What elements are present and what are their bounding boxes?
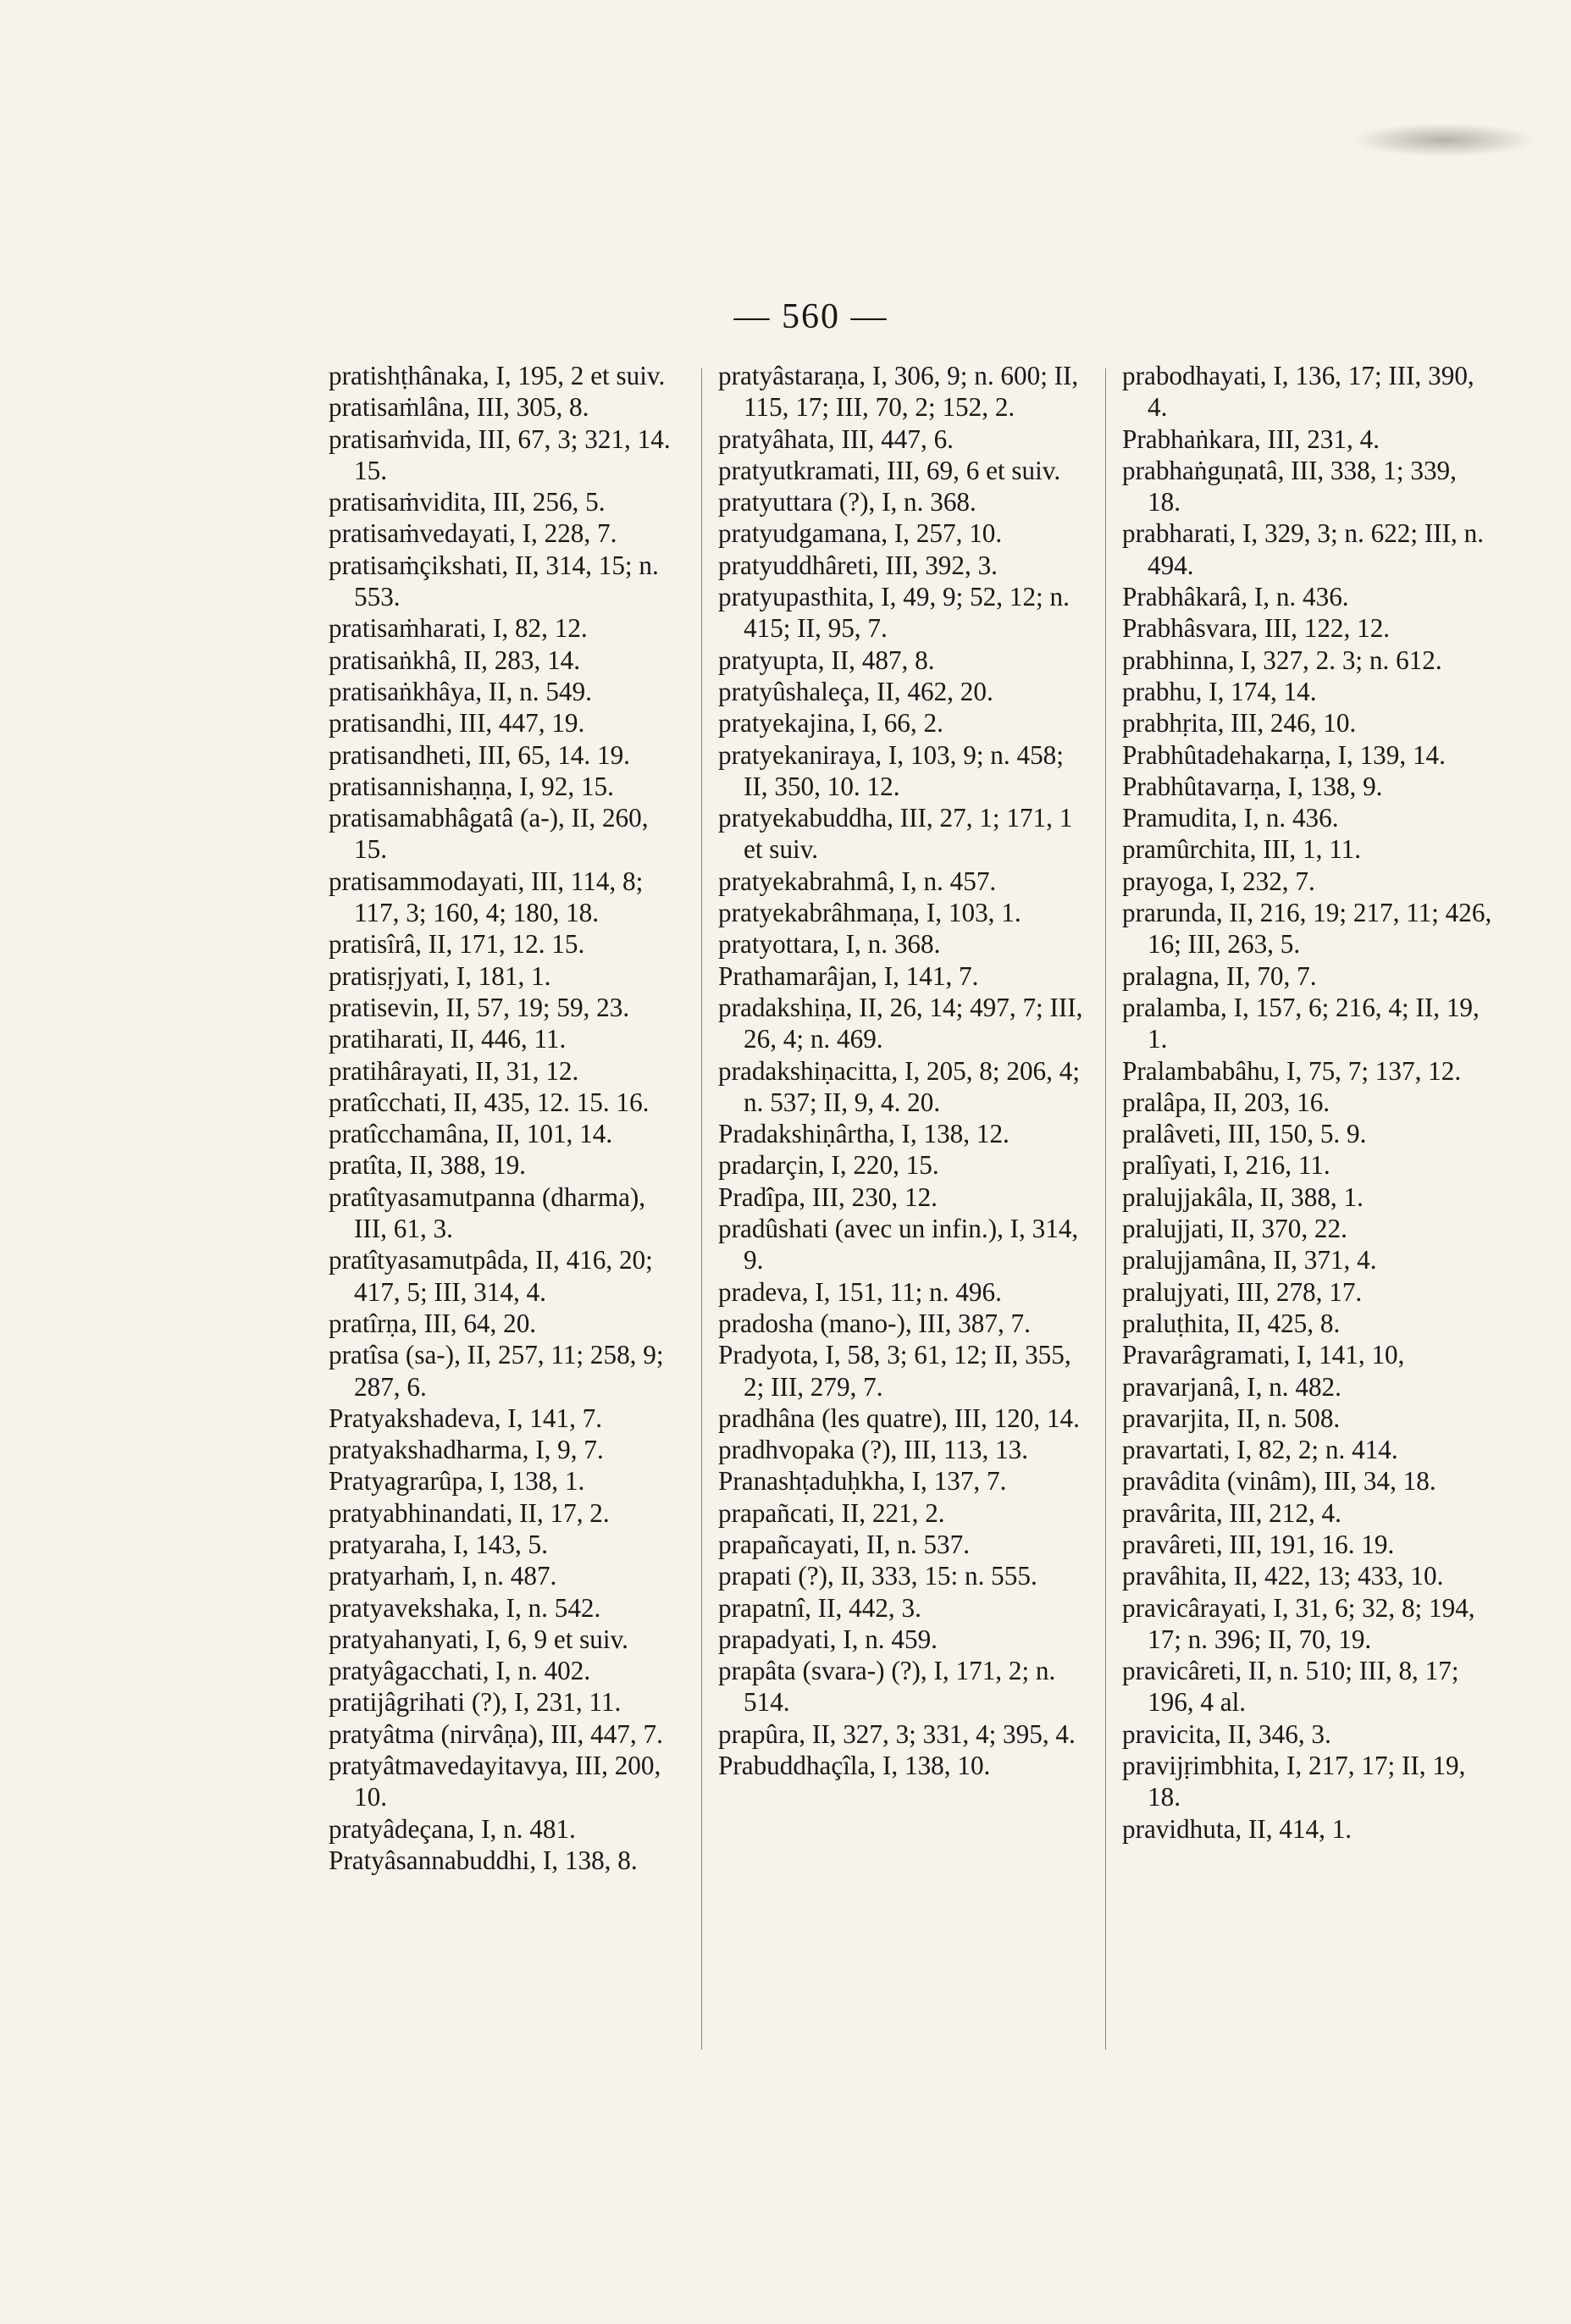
index-entry: pravarjanâ, I, n. 482. (1122, 1371, 1341, 1402)
index-entry: pratisaṁvedayati, I, 228, 7. (329, 518, 617, 549)
index-entry: pratîcchamâna, II, 101, 14. (329, 1119, 613, 1149)
index-entry: pradeva, I, 151, 11; n. 496. (718, 1276, 1002, 1307)
index-entry: pratisamabhâgatâ (a-), II, 260, 15. (329, 803, 649, 865)
index-entry: pratyekabrâhmaṇa, I, 103, 1. (718, 898, 1021, 928)
index-entry: pratyuddhâreti, III, 392, 3. (718, 550, 998, 580)
index-entry: pratyâtmavedayitavya, III, 200, 10. (329, 1751, 661, 1812)
index-entry: pratyekabrahmâ, I, n. 457. (718, 866, 997, 896)
index-entry: pravarjita, II, n. 508. (1122, 1403, 1341, 1433)
index-entry: pratyottara, I, n. 368. (718, 929, 941, 960)
index-entry: Pradyota, I, 58, 3; 61, 12; II, 355, 2; III, 279, 7. (718, 1340, 1071, 1402)
index-entry: prabhu, I, 174, 14. (1122, 676, 1317, 706)
index-entry: pratyupta, II, 487, 8. (718, 645, 935, 675)
index-entry: Prabhaṅkara, III, 231, 4. (1122, 423, 1380, 454)
index-entry: Prathamarâjan, I, 141, 7. (718, 960, 979, 991)
index-entry: pradarçin, I, 220, 15. (718, 1150, 939, 1181)
index-entry: prapañcayati, II, n. 537. (718, 1529, 971, 1559)
index-entry: pratijâgrihati (?), I, 231, 11. (329, 1687, 622, 1718)
index-entry: pratyûshaleça, II, 462, 20. (718, 676, 993, 706)
index-entry: pratyekajina, I, 66, 2. (718, 708, 943, 739)
index-entry: pravijṛimbhita, I, 217, 17; II, 19, 18. (1122, 1751, 1466, 1812)
index-entry: Pranashṭaduḥkha, I, 137, 7. (718, 1466, 1007, 1497)
index-entry: Prabhûtadehakarṇa, I, 139, 14. (1122, 739, 1446, 770)
index-column-left (329, 360, 684, 1876)
index-entry: prayoga, I, 232, 7. (1122, 866, 1315, 896)
index-entry: pratyupasthita, I, 49, 9; 52, 12; n. 415; II, 95, 7. (718, 582, 1070, 644)
index-entry: Pravarâgramati, I, 141, 10, (1122, 1340, 1405, 1370)
index-entry: pralujjakâla, II, 388, 1. (1122, 1181, 1364, 1212)
index-entry: pratishṭhânaka, I, 195, 2 et suiv. (329, 361, 666, 390)
index-entry: pratyâtma (nirvâṇa), III, 447, 7. (329, 1718, 663, 1749)
index-entry: Prabhâkarâ, I, n. 436. (1122, 582, 1349, 612)
index-entry: pratisandheti, III, 65, 14. 19. (329, 739, 630, 770)
index-entry: prabhinna, I, 327, 2. 3; n. 612. (1122, 645, 1442, 675)
index-entry: pravâdita (vinâm), III, 34, 18. (1122, 1466, 1436, 1497)
index-column-right (1122, 360, 1495, 1845)
index-entry: pratyâstaraṇa, I, 306, 9; n. 600; II, 115, 17; III, 70, 2; 152, 2. (718, 361, 1079, 423)
index-entry: pravicârayati, I, 31, 6; 32, 8; 194, 17; n. 396; II, 70, 19. (1122, 1592, 1475, 1654)
index-entry: pravicita, II, 346, 3. (1122, 1718, 1331, 1749)
index-entry: prarunda, II, 216, 19; 217, 11; 426, 16; III, 263, 5. (1122, 898, 1492, 960)
page-header (0, 296, 1571, 337)
index-entry: pratisaṁvida, III, 67, 3; 321, 14. 15. (329, 423, 671, 485)
index-entry: pratyuttara (?), I, n. 368. (718, 487, 976, 517)
index-entry: pravârita, III, 212, 4. (1122, 1497, 1341, 1528)
index-entry: pratyaraha, I, 143, 5. (329, 1529, 548, 1559)
index-entry: pratyudgamana, I, 257, 10. (718, 518, 1003, 549)
index-entry: pradhvopaka (?), III, 113, 13. (718, 1435, 1029, 1465)
index-entry: pratîcchati, II, 435, 12. 15. 16. (329, 1087, 650, 1117)
index-entry: pratisaṅkhâ, II, 283, 14. (329, 645, 581, 675)
scan-stain (1351, 123, 1537, 157)
index-entry: pratyekanirayа, I, 103, 9; n. 458; II, 350, 10. 12. (718, 739, 1064, 801)
index-entry: pratîta, II, 388, 19. (329, 1150, 526, 1181)
index-entry: pratiharati, II, 446, 11. (329, 1024, 567, 1054)
column-divider-left (701, 368, 702, 2050)
index-entry: pratisîrâ, II, 171, 12. 15. (329, 929, 585, 960)
index-entry: pratisaṁharati, I, 82, 12. (329, 613, 588, 644)
index-entry: pratyâhata, III, 447, 6. (718, 423, 954, 454)
index-entry: Pratyâsannabuddhi, I, 138, 8. (329, 1845, 638, 1875)
index-entry: pramûrchita, III, 1, 11. (1122, 834, 1362, 865)
index-entry: pratyarhaṁ, I, n. 487. (329, 1561, 557, 1591)
index-entry: pratyekabuddha, III, 27, 1; 171, 1 et suiv. (718, 803, 1073, 865)
index-entry: prapadyati, I, n. 459. (718, 1624, 938, 1654)
index-entry: pratyâgacchati, I, n. 402. (329, 1656, 591, 1686)
index-entry: pralâveti, III, 150, 5. 9. (1122, 1119, 1367, 1149)
index-entry: pradûshati (avec un infin.), I, 314, 9. (718, 1214, 1079, 1275)
index-entry: pratisevin, II, 57, 19; 59, 23. (329, 992, 630, 1022)
index-entry: praluṭhita, II, 425, 8. (1122, 1308, 1341, 1338)
index-entry: pratihârayati, II, 31, 12. (329, 1055, 579, 1086)
index-entry: pravicâreti, II, n. 510; III, 8, 17; 196, 4 al. (1122, 1656, 1459, 1718)
index-entry: pratîtyasamutpanna (dharma), III, 61, 3. (329, 1181, 646, 1244)
index-entry: pratyakshadharma, I, 9, 7. (329, 1435, 604, 1465)
index-entry: pratyâdeçana, I, n. 481. (329, 1813, 576, 1844)
index-entry: prapatnî, II, 442, 3. (718, 1592, 921, 1623)
index-entry: pratyabhinandati, II, 17, 2. (329, 1497, 610, 1528)
index-entry: pravidhuta, II, 414, 1. (1122, 1813, 1352, 1844)
index-entry: pradhâna (les quatre), III, 120, 14. (718, 1403, 1080, 1433)
index-entry: prabodhayati, I, 136, 17; III, 390, 4. (1122, 361, 1474, 423)
index-entry: pradakshiṇacitta, I, 205, 8; 206, 4; n. 537; II, 9, 4. 20. (718, 1055, 1081, 1117)
index-entry: Prabuddhaçîla, I, 138, 10. (718, 1751, 991, 1781)
index-entry: pratyahanyati, I, 6, 9 et suiv. (329, 1624, 628, 1654)
index-entry: pratyutkramati, III, 69, 6 et suiv. (718, 455, 1061, 485)
index-entry: pralamba, I, 157, 6; 216, 4; II, 19, 1. (1122, 992, 1480, 1054)
index-entry: pratîrṇa, III, 64, 20. (329, 1308, 537, 1338)
index-entry: pralagna, II, 70, 7. (1122, 960, 1317, 991)
index-entry: Pratyakshadeva, I, 141, 7. (329, 1403, 603, 1433)
index-entry: pralujjamâna, II, 371, 4. (1122, 1245, 1377, 1275)
index-entry: pratisaṁvidita, III, 256, 5. (329, 487, 606, 517)
index-entry: pratisammodayati, III, 114, 8; 117, 3; 160, 4; 180, 18. (329, 866, 644, 928)
index-entry: pradosha (mano-), III, 387, 7. (718, 1308, 1031, 1338)
index-entry: prabhaṅguṇatâ, III, 338, 1; 339, 18. (1122, 455, 1457, 517)
index-entry: pratîtyasamutpâda, II, 416, 20; 417, 5; III, 314, 4. (329, 1245, 653, 1307)
index-entry: pralâpa, II, 203, 16. (1122, 1087, 1330, 1117)
index-entry: pratisaṁlâna, III, 305, 8. (329, 392, 589, 423)
index-entry: pralujyati, III, 278, 17. (1122, 1276, 1363, 1307)
index-entry: Prabhûtavarṇa, I, 138, 9. (1122, 771, 1383, 801)
index-entry: prabhṛita, III, 246, 10. (1122, 708, 1357, 739)
index-entry: pradakshiṇa, II, 26, 14; 497, 7; III, 26, 4; n. 469. (718, 992, 1083, 1054)
index-entry: Pratyagrarûpa, I, 138, 1. (329, 1466, 585, 1497)
index-entry: Pramudita, I, n. 436. (1122, 803, 1339, 833)
index-entry: prapâta (svara-) (?), I, 171, 2; n. 514. (718, 1656, 1056, 1718)
column-divider-right (1105, 368, 1106, 2050)
index-entry: pravâreti, III, 191, 16. 19. (1122, 1529, 1395, 1559)
index-entry: pratîsa (sa-), II, 257, 11; 258, 9; 287, 6. (329, 1340, 664, 1402)
index-entry: pralujjati, II, 370, 22. (1122, 1214, 1347, 1244)
index-entry: prapati (?), II, 333, 15: n. 555. (718, 1561, 1037, 1591)
index-entry: pravartati, I, 82, 2; n. 414. (1122, 1435, 1398, 1465)
index-entry: Pradîpa, III, 230, 12. (718, 1181, 938, 1212)
index-entry: prabharati, I, 329, 3; n. 622; III, n. 494. (1122, 518, 1484, 580)
index-entry: prapûra, II, 327, 3; 331, 4; 395, 4. (718, 1718, 1076, 1749)
index-entry: pratisandhi, III, 447, 19. (329, 708, 585, 739)
index-entry: pralîyati, I, 216, 11. (1122, 1150, 1330, 1181)
index-column-middle (718, 360, 1091, 1781)
index-entry: pratisṛjyati, I, 181, 1. (329, 960, 551, 991)
index-entry: Prabhâsvara, III, 122, 12. (1122, 613, 1391, 644)
index-entry: prapañcati, II, 221, 2. (718, 1497, 945, 1528)
index-entry: pratisannishaṇṇa, I, 92, 15. (329, 771, 614, 801)
index-entry: Pradakshiṇârtha, I, 138, 12. (718, 1119, 1010, 1149)
index-entry: pratisaṅkhâya, II, n. 549. (329, 676, 592, 706)
index-entry: Pralambabâhu, I, 75, 7; 137, 12. (1122, 1055, 1462, 1086)
index-entry: pratisaṁçikshati, II, 314, 15; n. 553. (329, 550, 659, 612)
index-entry: pratyavekshaka, I, n. 542. (329, 1592, 601, 1623)
page-number: — 560 — (733, 297, 888, 336)
index-entry: pravâhita, II, 422, 13; 433, 10. (1122, 1561, 1444, 1591)
